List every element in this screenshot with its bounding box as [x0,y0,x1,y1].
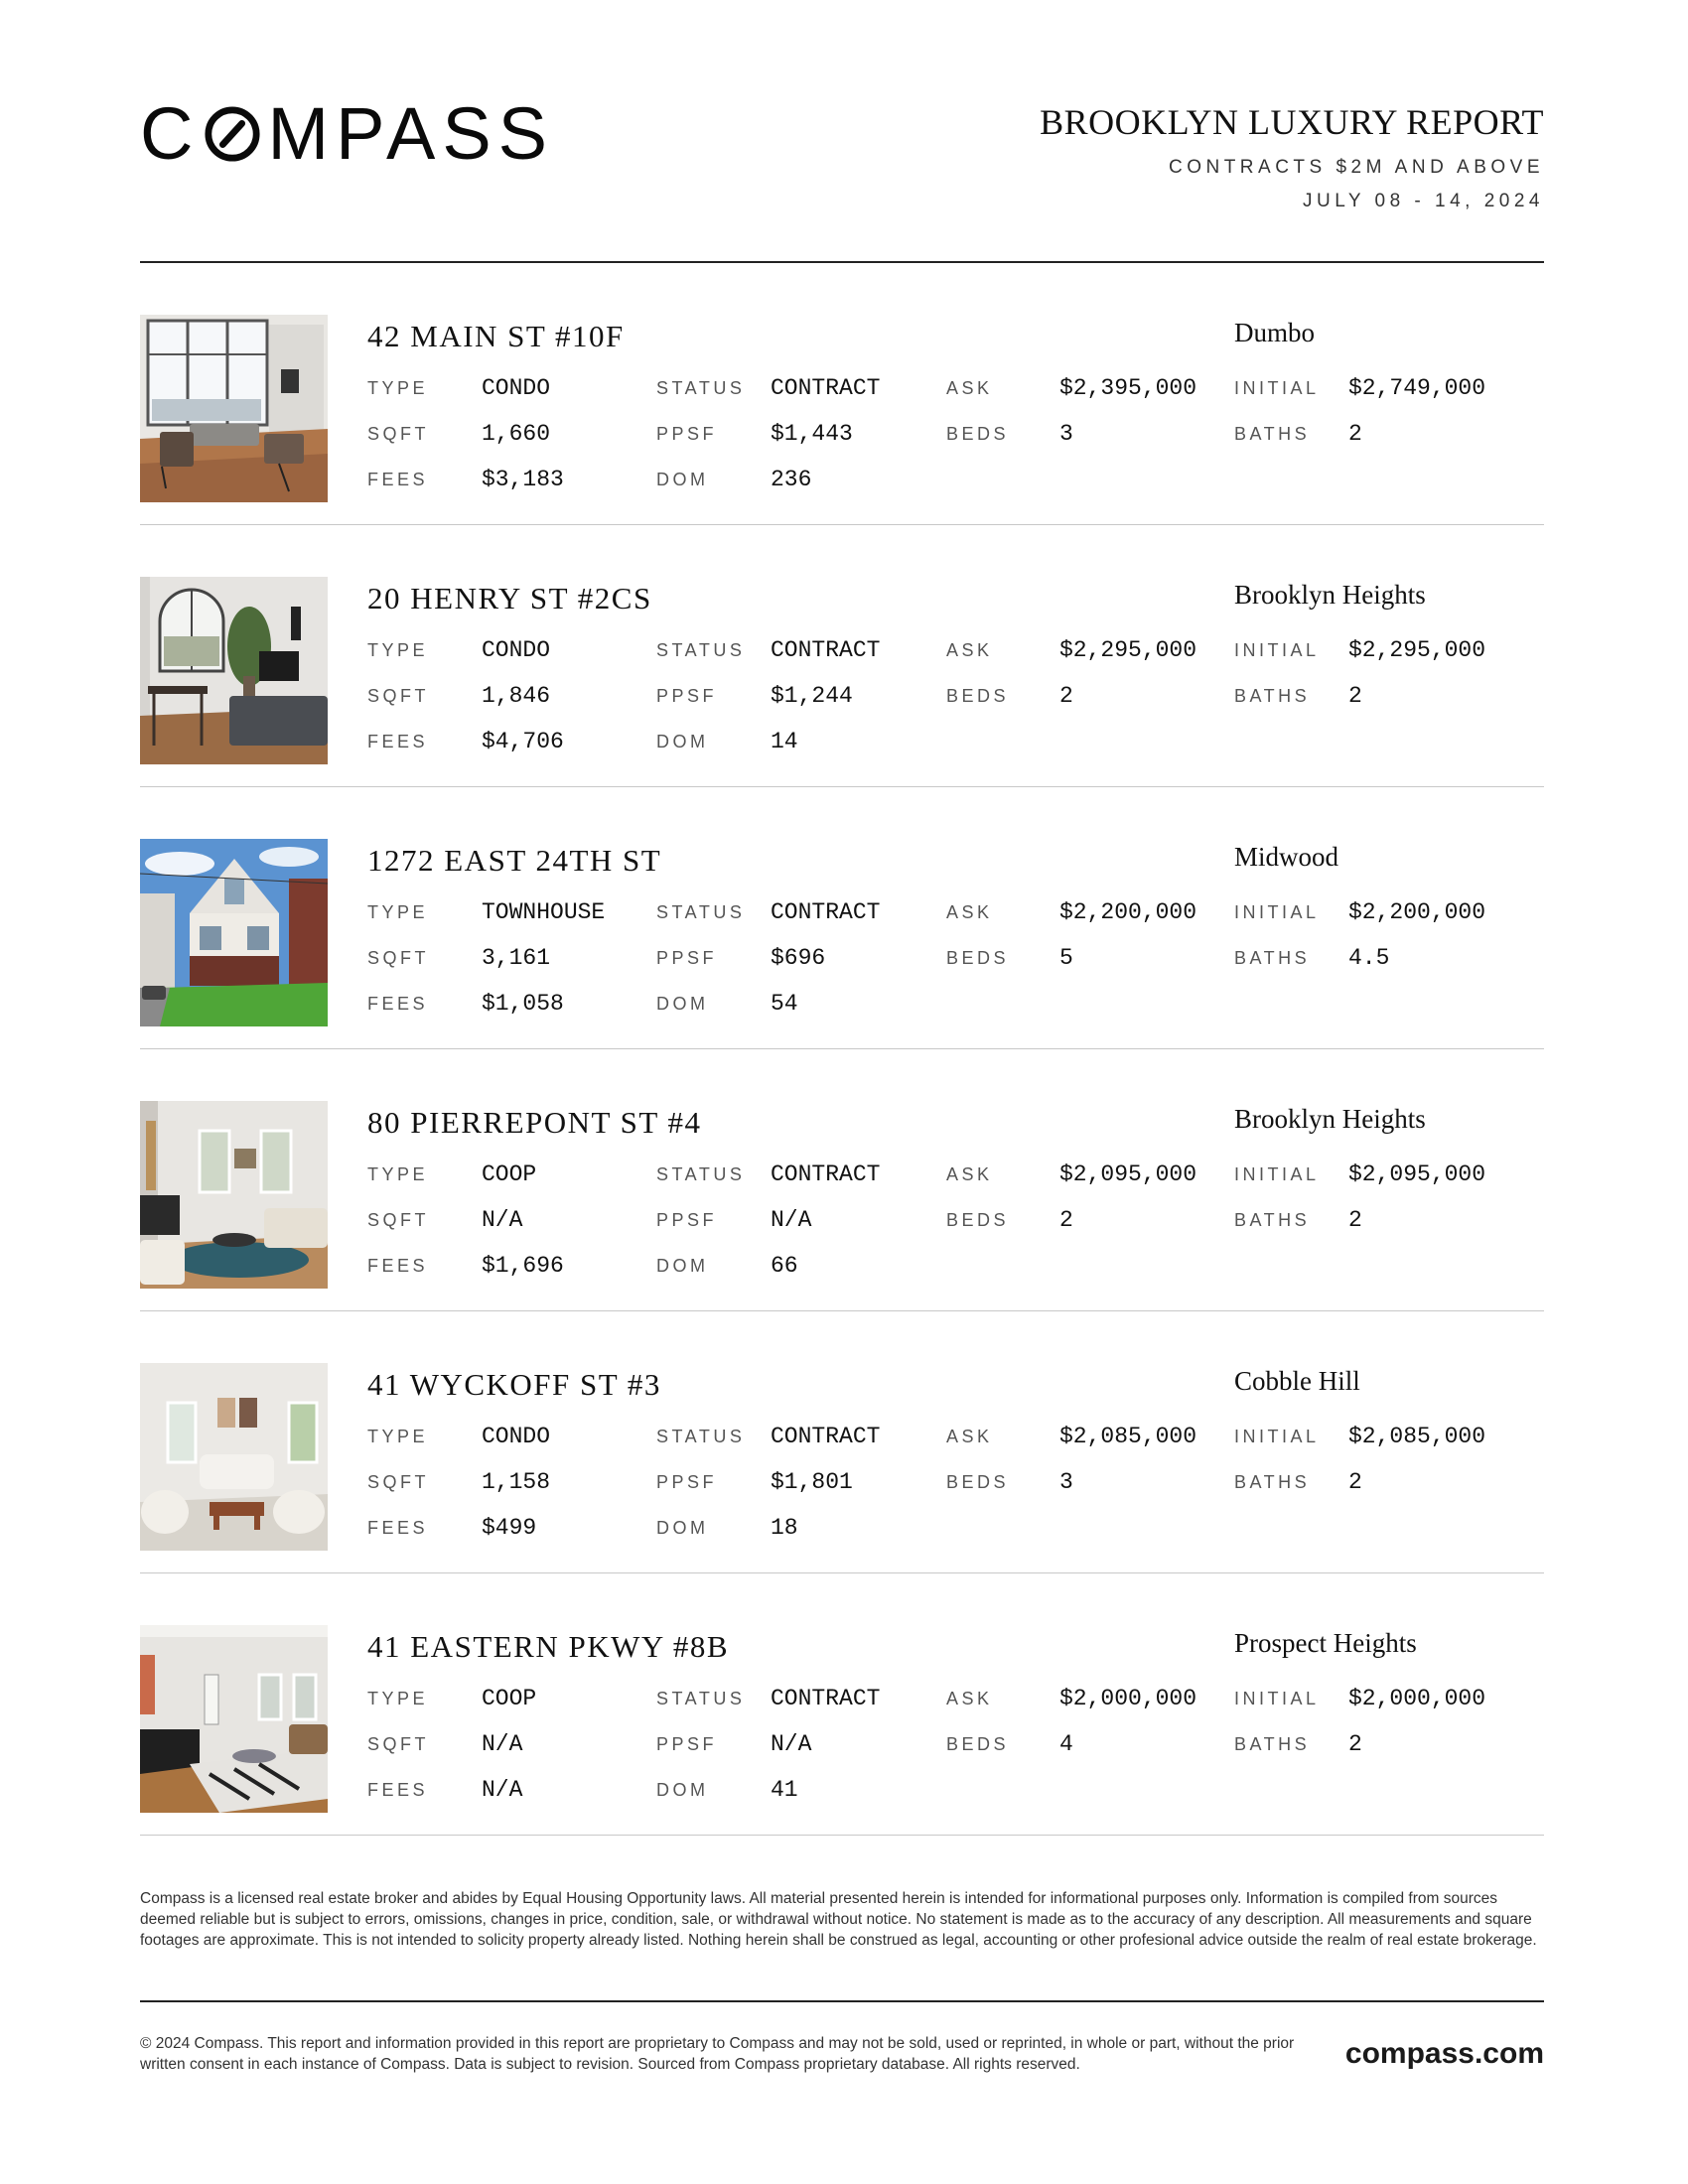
type-value: COOP [482,1686,537,1711]
dom-label: DOM [656,1780,709,1800]
initial-value: $2,749,000 [1348,375,1486,401]
baths-label: BATHS [1234,1734,1311,1754]
ppsf-label: PPSF [656,424,718,444]
status-label: STATUS [656,1689,746,1708]
beds-value: 3 [1059,421,1073,447]
copyright-notice: © 2024 Compass. This report and information provided in this report are proprietary to Compass and may not be sold, used or reprinted, in whole or part, without the prior written consent in each instance of Compass. Data is subject to revision. Sourced from Compass proprietary database. All rights reserved. [140,2035,1295,2073]
initial-value: $2,085,000 [1348,1424,1486,1449]
compass-logo [140,92,555,175]
fees-label: FEES [367,1518,429,1538]
dom-label: DOM [656,994,709,1014]
sqft-value: 3,161 [482,945,551,971]
status-label: STATUS [656,902,746,922]
type-value: COOP [482,1161,537,1187]
baths-value: 2 [1348,683,1362,709]
report-date: JULY 08 - 14, 2024 [1303,191,1544,211]
listing-row [140,1311,1544,1573]
beds-value: 2 [1059,1207,1073,1233]
parlor-living-room-image [140,1101,328,1289]
type-value: CONDO [482,375,551,401]
initial-label: INITIAL [1234,1427,1320,1446]
beds-value: 3 [1059,1469,1073,1495]
logo-text-start: C [140,92,201,175]
baths-label: BATHS [1234,1210,1311,1230]
listing-neighborhood: Prospect Heights [1234,1628,1417,1658]
ask-value: $2,200,000 [1059,899,1197,925]
type-value: CONDO [482,1424,551,1449]
type-label: TYPE [367,378,429,398]
house-exterior-image [140,839,328,1026]
report-subtitle: CONTRACTS $2M AND ABOVE [1168,157,1544,178]
type-label: TYPE [367,1164,429,1184]
fees-value: $4,706 [482,729,564,754]
fees-label: FEES [367,1780,429,1800]
ppsf-value: $1,801 [771,1469,853,1495]
listing-row [140,263,1544,525]
listing-row [140,525,1544,787]
listing-row [140,1049,1544,1311]
sqft-label: SQFT [367,424,429,444]
ask-label: ASK [946,1689,993,1708]
beds-label: BEDS [946,1472,1010,1492]
ppsf-label: PPSF [656,1734,718,1754]
initial-label: INITIAL [1234,1689,1320,1708]
listing-neighborhood: Cobble Hill [1234,1366,1360,1396]
type-label: TYPE [367,902,429,922]
sqft-value: N/A [482,1207,523,1233]
baths-label: BATHS [1234,424,1311,444]
baths-label: BATHS [1234,686,1311,706]
baths-label: BATHS [1234,1472,1311,1492]
report-heading [1040,101,1544,212]
beds-label: BEDS [946,1734,1010,1754]
status-label: STATUS [656,640,746,660]
baths-value: 4.5 [1348,945,1390,971]
arched-window-living-room-image [140,577,328,764]
fees-value: N/A [482,1777,523,1803]
listing-neighborhood: Brooklyn Heights [1234,1104,1426,1134]
white-living-room-image [140,1363,328,1551]
beds-label: BEDS [946,686,1010,706]
initial-label: INITIAL [1234,640,1320,660]
sqft-label: SQFT [367,1210,429,1230]
ppsf-value: $696 [771,945,826,971]
ask-value: $2,395,000 [1059,375,1197,401]
ask-label: ASK [946,1164,993,1184]
listing-photo [140,839,328,1026]
baths-value: 2 [1348,1731,1362,1757]
baths-label: BATHS [1234,948,1311,968]
status-value: CONTRACT [771,899,881,925]
type-value: TOWNHOUSE [482,899,606,925]
prewar-living-room-image [140,1625,328,1813]
listing-address: 80 PIERREPONT ST #4 [367,1105,702,1140]
loft-living-room-image [140,315,328,502]
report-header [140,92,1544,264]
logo-text-end: MPASS [267,92,555,175]
beds-value: 2 [1059,683,1073,709]
listing-address: 42 MAIN ST #10F [367,319,625,353]
initial-value: $2,200,000 [1348,899,1486,925]
ppsf-label: PPSF [656,1472,718,1492]
status-value: CONTRACT [771,637,881,663]
baths-value: 2 [1348,1469,1362,1495]
type-value: CONDO [482,637,551,663]
sqft-value: 1,158 [482,1469,551,1495]
compass-site-link[interactable]: compass.com [1344,2037,1544,2070]
dom-label: DOM [656,470,709,489]
sqft-value: N/A [482,1731,523,1757]
status-value: CONTRACT [771,1686,881,1711]
ppsf-value: $1,443 [771,421,853,447]
ppsf-label: PPSF [656,1210,718,1230]
dom-value: 18 [771,1515,798,1541]
beds-label: BEDS [946,1210,1010,1230]
dom-label: DOM [656,1518,709,1538]
dom-value: 54 [771,991,798,1017]
ppsf-label: PPSF [656,948,718,968]
listing-address: 41 EASTERN PKWY #8B [367,1629,730,1664]
ask-label: ASK [946,640,993,660]
listing-address: 20 HENRY ST #2CS [367,581,652,615]
beds-value: 5 [1059,945,1073,971]
status-label: STATUS [656,378,746,398]
status-value: CONTRACT [771,1161,881,1187]
status-label: STATUS [656,1427,746,1446]
footer-divider [140,2000,1544,2002]
beds-label: BEDS [946,424,1010,444]
listing-neighborhood: Brooklyn Heights [1234,580,1426,610]
status-label: STATUS [656,1164,746,1184]
baths-value: 2 [1348,1207,1362,1233]
initial-value: $2,095,000 [1348,1161,1486,1187]
initial-value: $2,000,000 [1348,1686,1486,1711]
sqft-label: SQFT [367,686,429,706]
dom-value: 14 [771,729,798,754]
dom-value: 236 [771,467,812,492]
logo-o-mark-icon [204,105,261,163]
initial-value: $2,295,000 [1348,637,1486,663]
fees-label: FEES [367,732,429,751]
beds-value: 4 [1059,1731,1073,1757]
ask-value: $2,295,000 [1059,637,1197,663]
listing-address: 1272 EAST 24TH ST [367,843,662,878]
ppsf-value: N/A [771,1207,812,1233]
fees-label: FEES [367,470,429,489]
listing-address: 41 WYCKOFF ST #3 [367,1367,661,1402]
listing-neighborhood: Midwood [1234,842,1339,872]
listing-photo [140,1363,328,1551]
fees-value: $499 [482,1515,537,1541]
dom-value: 66 [771,1253,798,1279]
fees-label: FEES [367,994,429,1014]
sqft-label: SQFT [367,1472,429,1492]
type-label: TYPE [367,1427,429,1446]
listing-row [140,1573,1544,1836]
ask-label: ASK [946,902,993,922]
listing-photo [140,1625,328,1813]
dom-label: DOM [656,732,709,751]
ask-value: $2,095,000 [1059,1161,1197,1187]
initial-label: INITIAL [1234,1164,1320,1184]
sqft-value: 1,660 [482,421,551,447]
ppsf-label: PPSF [656,686,718,706]
listing-photo [140,1101,328,1289]
sqft-label: SQFT [367,948,429,968]
listing-photo [140,315,328,502]
sqft-label: SQFT [367,1734,429,1754]
type-label: TYPE [367,1689,429,1708]
listing-row [140,787,1544,1049]
ask-label: ASK [946,1427,993,1446]
dom-label: DOM [656,1256,709,1276]
baths-value: 2 [1348,421,1362,447]
initial-label: INITIAL [1234,378,1320,398]
report-title: BROOKLYN LUXURY REPORT [1040,102,1544,142]
disclaimer: Compass is a licensed real estate broker and abides by Equal Housing Opportunity laws. All material presented herein is intended for informational purposes only. Information is compiled from sources deemed reliable but is subject to errors, omissions, changes in price, condition, sale, or withdrawal without notice. No statement is made as to the accuracy of any description. All measurements and square footages are approximate. This is not intended to solicity property already listed. Nothing herein shall be construed as legal, accounting or other profesional advice outside the realm of real estate brokerage. [140,1890,1537,1949]
ask-label: ASK [946,378,993,398]
fees-value: $3,183 [482,467,564,492]
fees-value: $1,058 [482,991,564,1017]
listings [140,263,1544,1836]
ppsf-value: $1,244 [771,683,853,709]
status-value: CONTRACT [771,1424,881,1449]
fees-value: $1,696 [482,1253,564,1279]
dom-value: 41 [771,1777,798,1803]
sqft-value: 1,846 [482,683,551,709]
type-label: TYPE [367,640,429,660]
ppsf-value: N/A [771,1731,812,1757]
status-value: CONTRACT [771,375,881,401]
listing-neighborhood: Dumbo [1234,318,1315,347]
fees-label: FEES [367,1256,429,1276]
ask-value: $2,000,000 [1059,1686,1197,1711]
beds-label: BEDS [946,948,1010,968]
listing-photo [140,577,328,764]
initial-label: INITIAL [1234,902,1320,922]
ask-value: $2,085,000 [1059,1424,1197,1449]
